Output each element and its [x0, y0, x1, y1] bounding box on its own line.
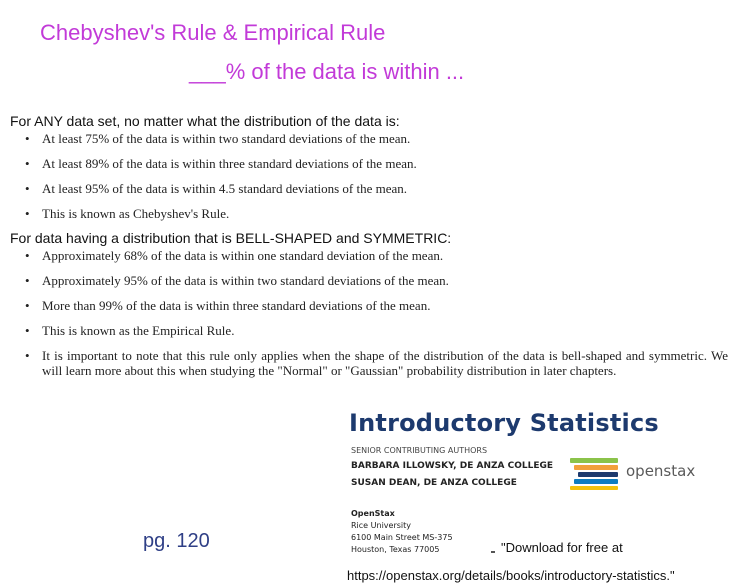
publisher-address-line: 6100 Main Street MS-375	[351, 533, 453, 542]
list-item: • It is important to note that this rule only applies when the shape of the distribution of the data is bell-shaped and symmetric. We will learn more about this when studying the "Normal" or "Gaussian" probability distribution in later chapters.	[24, 348, 728, 378]
list-item: • At least 95% of the data is within 4.5 standard deviations of the mean.	[24, 181, 724, 196]
publisher-address-line: Houston, Texas 77005	[351, 545, 440, 554]
author-name: BARBARA ILLOWSKY, DE ANZA COLLEGE	[351, 461, 554, 471]
list-item: • More than 99% of the data is within three standard deviations of the mean.	[24, 298, 728, 313]
list-item: • Approximately 95% of the data is within two standard deviations of the mean.	[24, 273, 728, 288]
empirical-heading: For data having a distribution that is BELL-SHAPED and SYMMETRIC:	[10, 230, 452, 246]
list-item: • This is known as the Empirical Rule.	[24, 323, 728, 338]
logo-stripe	[570, 458, 618, 463]
publisher-name: OpenStax	[351, 509, 395, 518]
list-item: • Approximately 68% of the data is within one standard deviation of the mean.	[24, 248, 728, 263]
list-item: • At least 75% of the data is within two standard deviations of the mean.	[24, 131, 724, 146]
openstax-wordmark: openstax	[626, 462, 696, 480]
divider	[491, 551, 495, 553]
logo-stripe	[574, 465, 618, 470]
list-item: • This is known as Chebyshev's Rule.	[24, 206, 724, 221]
publisher-block	[351, 508, 453, 556]
download-note: "Download for free at	[501, 540, 623, 555]
chebyshev-list	[24, 131, 724, 231]
slide-subtitle: ___% of the data is within ...	[189, 59, 465, 84]
book-title: Introductory Statistics	[349, 409, 659, 437]
publisher-address-line: Rice University	[351, 521, 411, 530]
chebyshev-heading: For ANY data set, no matter what the distribution of the data is:	[10, 113, 400, 129]
logo-stripe	[570, 486, 618, 490]
logo-stripe	[574, 479, 618, 484]
authors-label: SENIOR CONTRIBUTING AUTHORS	[351, 446, 488, 455]
empirical-list	[24, 248, 728, 388]
page-reference: pg. 120	[143, 530, 210, 552]
list-item: • At least 89% of the data is within three standard deviations of the mean.	[24, 156, 724, 171]
slide-title: Chebyshev's Rule & Empirical Rule	[40, 20, 386, 45]
author-name: SUSAN DEAN, DE ANZA COLLEGE	[351, 478, 517, 488]
source-url: https://openstax.org/details/books/introductory-statistics."	[347, 568, 675, 583]
logo-stripe	[578, 472, 618, 477]
